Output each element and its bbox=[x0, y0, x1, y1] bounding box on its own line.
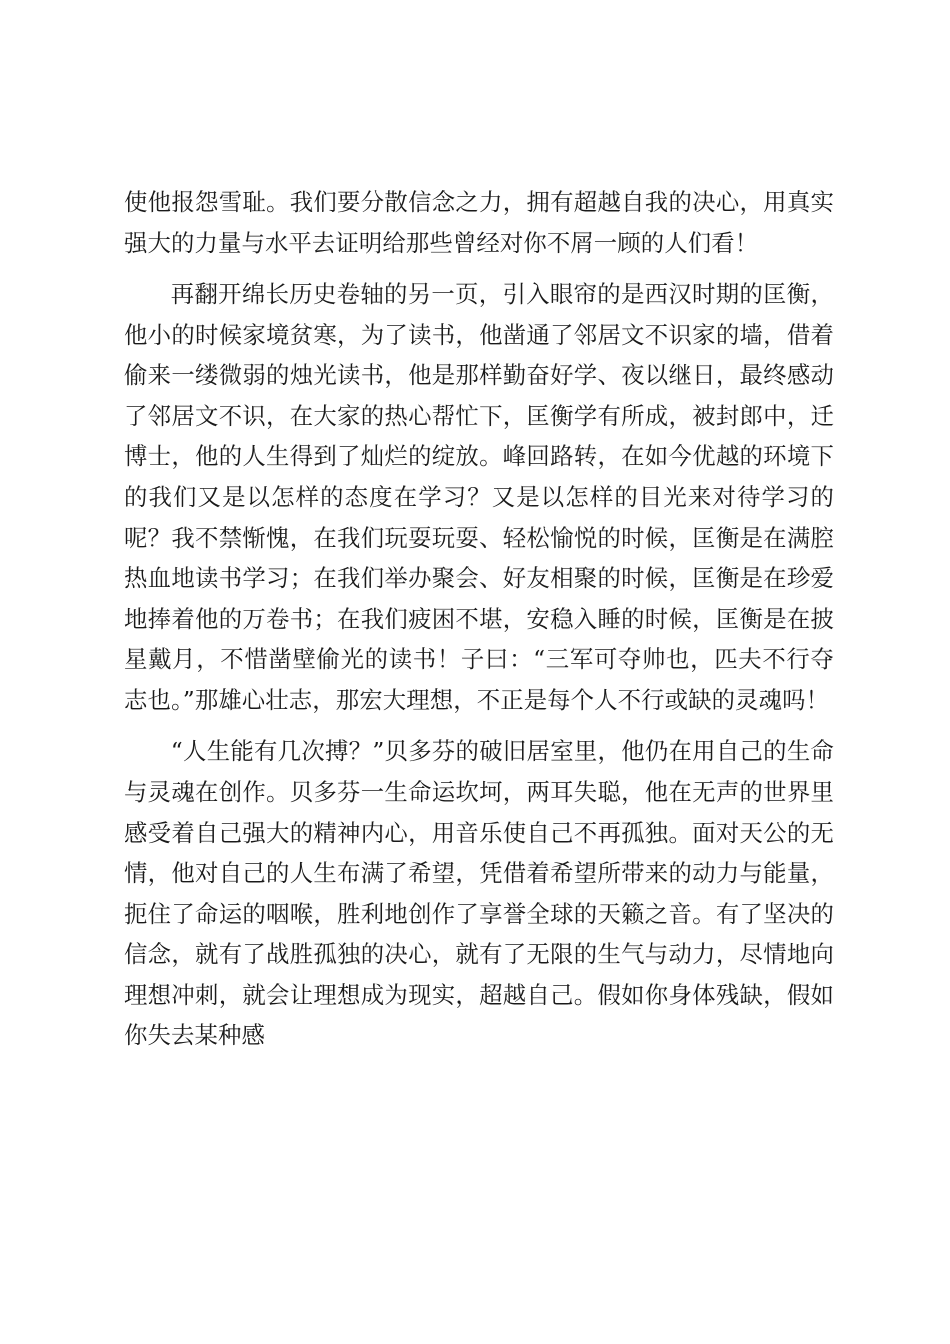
paragraph-1: 使他报怨雪耻。我们要分散信念之力，拥有超越自我的决心，用真实强大的力量与水平去证明给那些曾经对你不屑一顾的人们看！ bbox=[124, 188, 834, 257]
body-text bbox=[124, 182, 834, 1067]
paragraph-3: “人生能有几次搏？”贝多芬的破旧居室里，他仍在用自己的生命与灵魂在创作。贝多芬一生命运坎坷，两耳失聪，他在无声的世界里感受着自己强大的精神内心，用音乐使自己不再孤独。面对天公的无情，他对自己的人生布满了希望，凭借着希望所带来的动力与能量，扼住了命运的咽喉，胜利地创作了享誉全球的天籁之音。有了坚决的信念，就有了战胜孤独的决心，就有了无限的生气与动力，尽情地向理想冲刺，就会让理想成为现实，超越自己。假如你身体残缺，假如你失去某种感 bbox=[124, 737, 834, 1050]
paragraph-2: 再翻开绵长历史卷轴的另一页，引入眼帘的是西汉时期的匡衡，他小的时候家境贫寒，为了读书，他凿通了邻居文不识家的墙，借着偷来一缕微弱的烛光读书，他是那样勤奋好学、夜以继日，最终感动了邻居文不识，在大家的热心帮忙下，匡衡学有所成，被封郎中，迁博士，他的人生得到了灿烂的绽放。峰回路转，在如今优越的环境下的我们又是以怎样的态度在学习？又是以怎样的目光来对待学习的呢？我不禁惭愧，在我们玩耍玩耍、轻松愉悦的时候，匡衡是在满腔热血地读书学习；在我们举办聚会、好友相聚的时候，匡衡是在珍爱地捧着他的万卷书；在我们疲困不堪，安稳入睡的时候，匡衡是在披星戴月，不惜凿壁偷光的读书！子曰：“三军可夺帅也，匹夫不行夺志也。”那雄心壮志，那宏大理想，不正是每个人不行或缺的灵魂吗！ bbox=[124, 279, 834, 714]
